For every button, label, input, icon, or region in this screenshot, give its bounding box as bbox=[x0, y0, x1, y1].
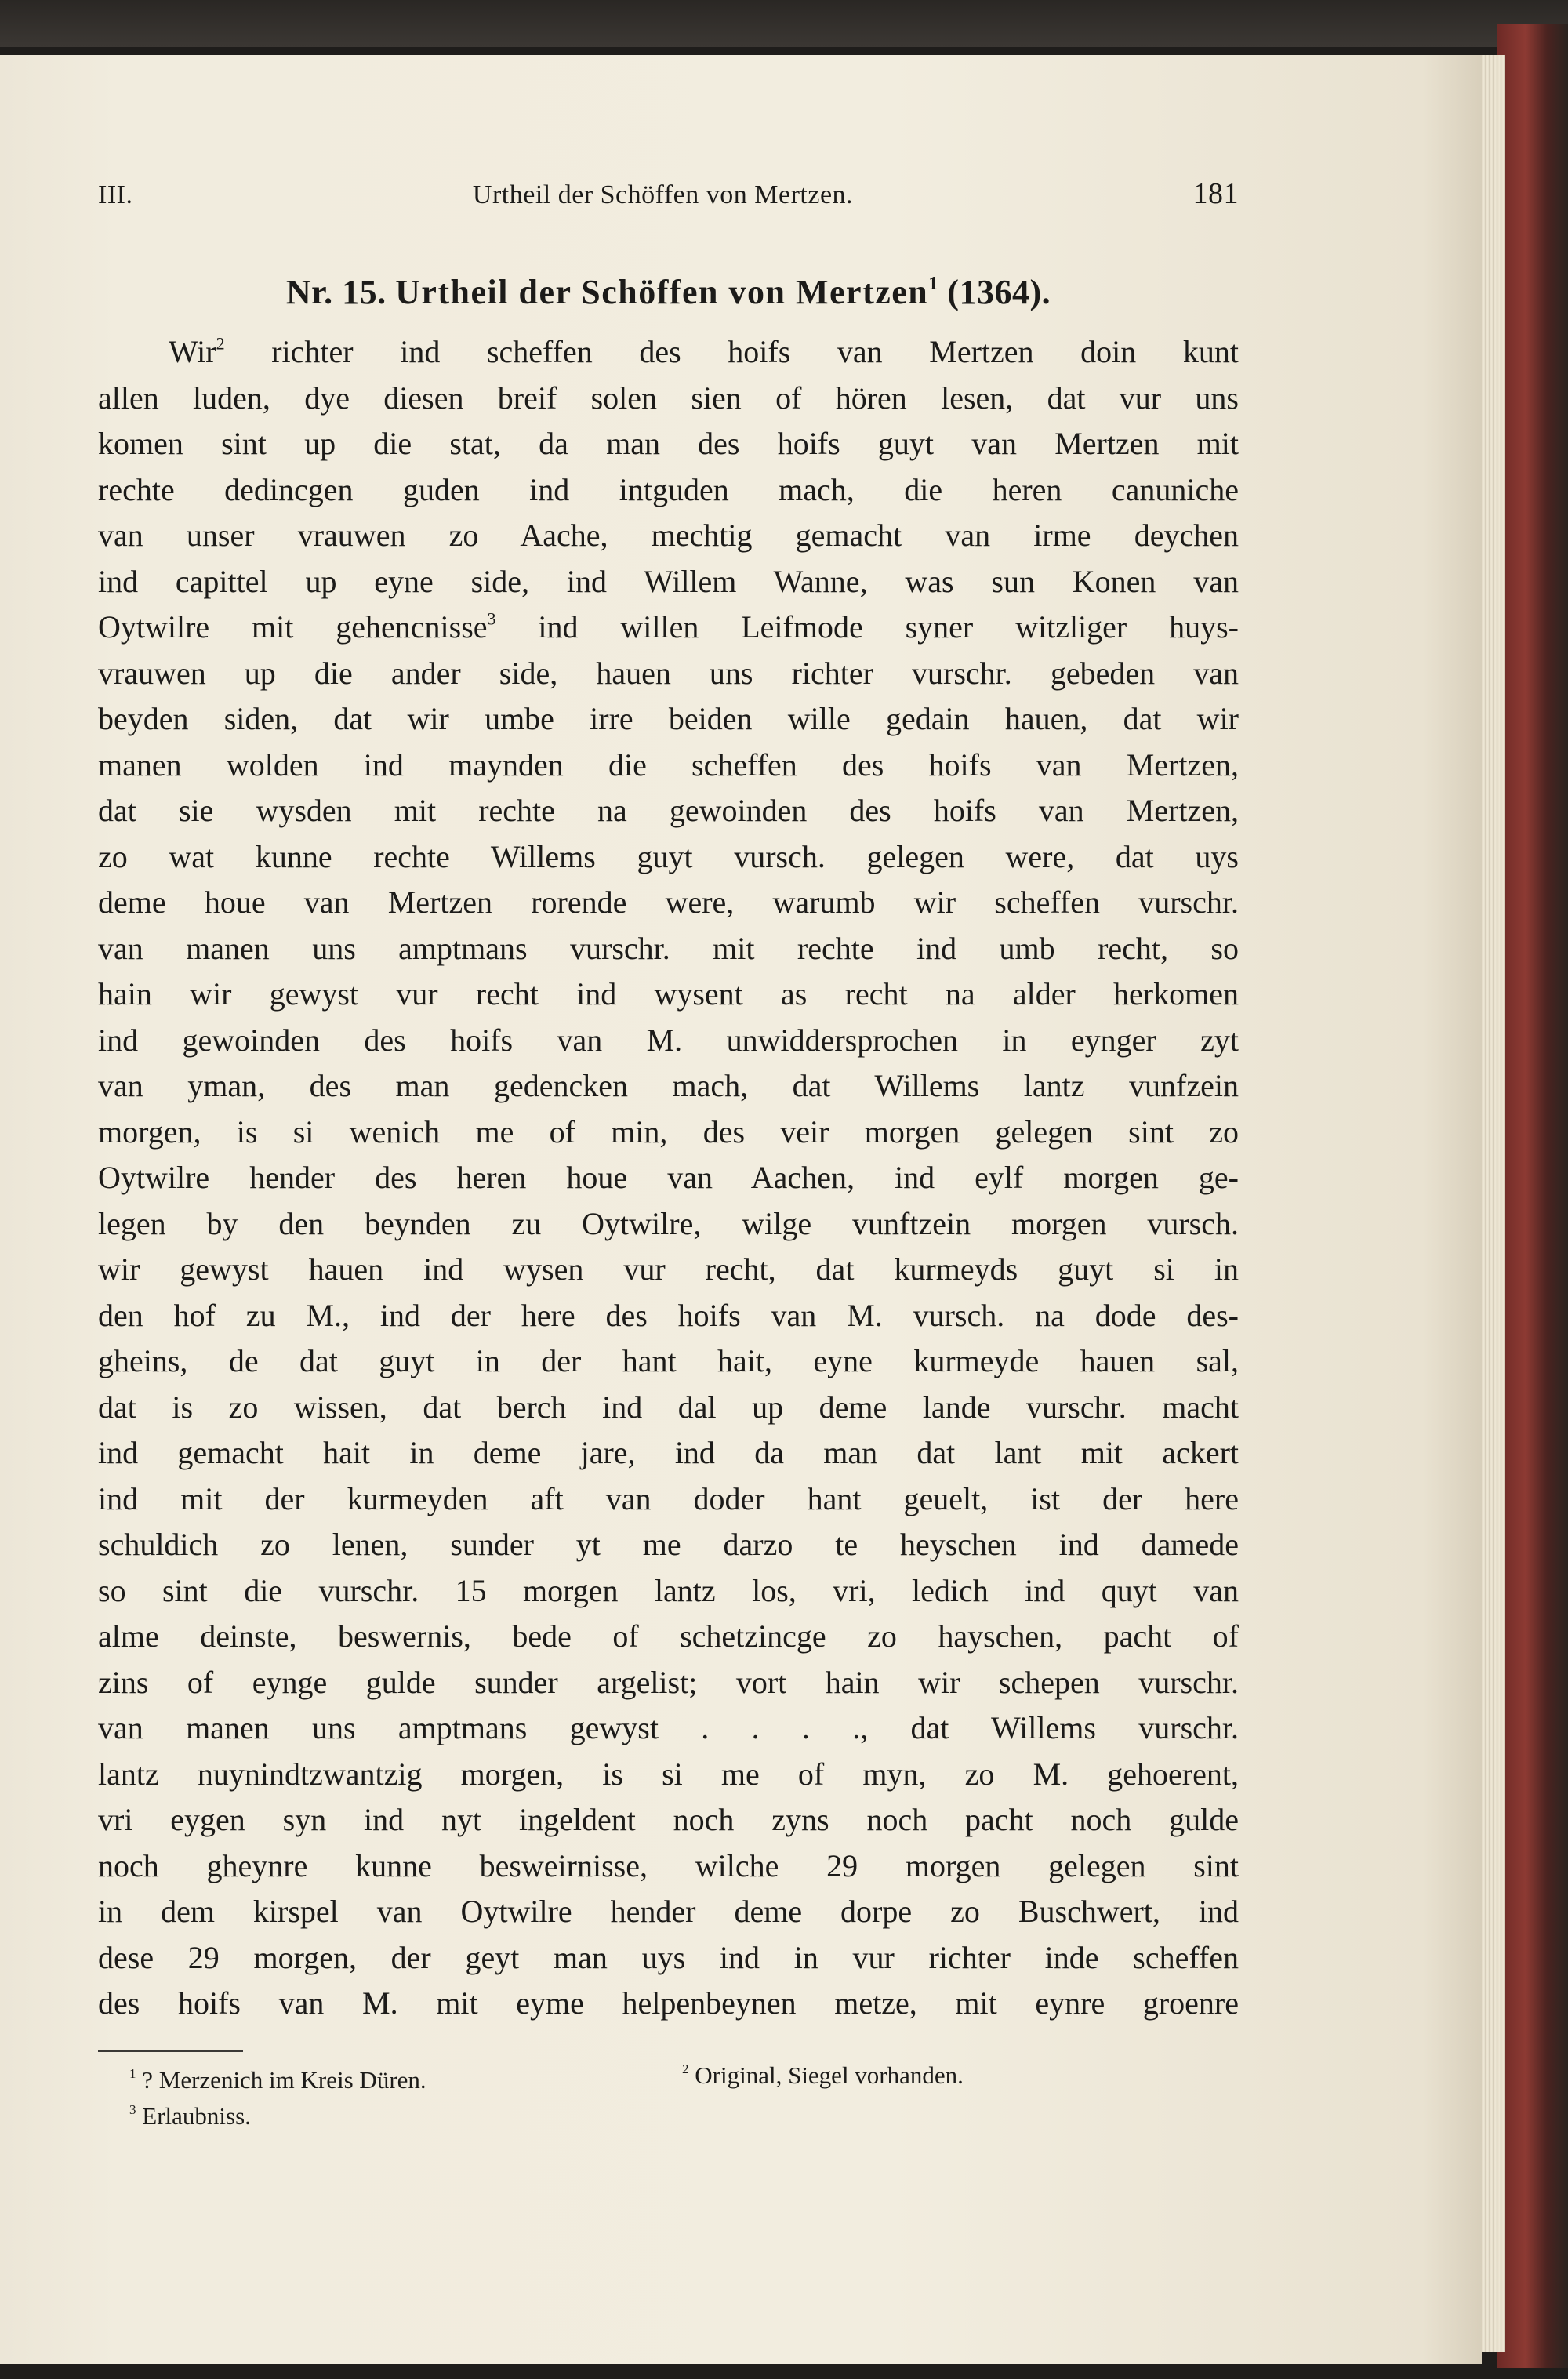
text-line bbox=[98, 1614, 1239, 1660]
line-text: van yman, des man gedencken mach, dat Willems lantz vunfzein bbox=[98, 1068, 1239, 1103]
line-text: schuldich zo lenen, sunder yt me darzo te heyschen ind damede bbox=[98, 1527, 1239, 1562]
footnote-2 bbox=[682, 2061, 964, 2090]
line-text: zo wat kunne rechte Willems guyt vursch. gelegen were, dat uys bbox=[98, 838, 1239, 874]
line-text: den hof zu M., ind der here des hoifs van M. vursch. na dode des- bbox=[98, 1297, 1239, 1333]
footnote-text: Erlaubniss. bbox=[142, 2101, 251, 2130]
text-line bbox=[98, 1247, 1239, 1293]
line-text: manen wolden ind maynden die scheffen des hoifs van Mertzen, bbox=[98, 746, 1239, 783]
book-cover bbox=[0, 0, 1568, 47]
footnote-mark: 2 bbox=[216, 333, 225, 354]
text-line bbox=[98, 1522, 1239, 1568]
line-text: Oytwilre mit gehencnisse bbox=[98, 609, 488, 645]
text-line bbox=[98, 467, 1239, 514]
text-line bbox=[98, 1752, 1239, 1798]
document-title bbox=[98, 272, 1239, 312]
section-number: III. bbox=[98, 180, 133, 209]
footnote-divider bbox=[98, 2050, 243, 2052]
line-text: dese 29 morgen, der geyt man uys ind in vur richter inde scheffen bbox=[98, 1939, 1239, 1975]
text-line bbox=[98, 1338, 1239, 1385]
text-line bbox=[98, 880, 1239, 926]
text-line bbox=[98, 559, 1239, 605]
text-line bbox=[98, 1430, 1239, 1476]
text-line bbox=[98, 1889, 1239, 1935]
text-line bbox=[98, 1935, 1239, 1981]
line-text: deme houe van Mertzen rorende were, warumb wir scheffen vurschr. bbox=[98, 884, 1239, 920]
footnote-text: ? Merzenich im Kreis Düren. bbox=[142, 2065, 426, 2094]
line-text: Oytwilre hender des heren houe van Aachen, ind eylf morgen ge- bbox=[98, 1160, 1239, 1195]
text-line bbox=[98, 1063, 1239, 1110]
line-text: ind willen Leifmode syner witzliger huys- bbox=[495, 609, 1239, 645]
footnote-mark: 1 bbox=[928, 272, 938, 294]
footnote-1 bbox=[129, 2066, 426, 2094]
line-text: beyden siden, dat wir umbe irre beiden wille gedain hauen, dat wir bbox=[98, 701, 1239, 736]
line-text: gheins, de dat guyt in der hant hait, eyne kurmeyde hauen sal, bbox=[98, 1343, 1239, 1378]
line-text: van manen uns amptmans vurschr. mit rechte ind umb recht, so bbox=[98, 930, 1239, 966]
document-number: Nr. 15. bbox=[285, 273, 387, 311]
page-content bbox=[98, 176, 1239, 2148]
text-line bbox=[98, 1843, 1239, 1890]
line-text: komen sint up die stat, da man des hoifs guyt van Mertzen mit bbox=[98, 426, 1239, 461]
line-text: ind capittel up eyne side, ind Willem Wanne, was sun Konen van bbox=[98, 563, 1239, 599]
text-line bbox=[98, 788, 1239, 834]
text-line bbox=[98, 1981, 1239, 2027]
line-text: van manen uns amptmans gewyst . . . ., dat Willems vurschr. bbox=[98, 1710, 1239, 1745]
line-text: hain wir gewyst vur recht ind wysent as recht na alder herkomen bbox=[98, 976, 1239, 1012]
document-year: (1364). bbox=[947, 273, 1051, 311]
text-line bbox=[98, 972, 1239, 1018]
text-line bbox=[98, 834, 1239, 881]
document-title-text: Urtheil der Schöffen von Mertzen bbox=[395, 273, 929, 311]
text-line bbox=[98, 1797, 1239, 1843]
line-text: rechte dedincgen guden ind intguden mach, die heren canuniche bbox=[98, 471, 1239, 507]
footnote-mark: 3 bbox=[487, 608, 496, 629]
line-text: van unser vrauwen zo Aache, mechtig gemacht van irme deychen bbox=[98, 518, 1239, 553]
page-number: 181 bbox=[1192, 177, 1239, 210]
line-text: morgen, is si wenich me of min, des veir morgen gelegen sint zo bbox=[98, 1113, 1239, 1150]
text-line bbox=[98, 1568, 1239, 1614]
text-line bbox=[98, 743, 1239, 789]
footnote-3 bbox=[129, 2102, 251, 2130]
text-line bbox=[98, 1476, 1239, 1523]
text-line bbox=[98, 513, 1239, 559]
text-line bbox=[98, 329, 1239, 376]
footnote-mark: 1 bbox=[129, 2065, 136, 2081]
text-line bbox=[98, 1155, 1239, 1201]
line-text: des hoifs van M. mit eyme helpenbeynen metze, mit eynre groenre bbox=[98, 1985, 1239, 2021]
line-text: alme deinste, beswernis, bede of schetzincge zo hayschen, pacht of bbox=[98, 1618, 1239, 1654]
text-line bbox=[98, 421, 1239, 467]
text-line bbox=[98, 605, 1239, 651]
text-line bbox=[98, 1018, 1239, 1064]
text-line bbox=[98, 1201, 1239, 1248]
body-text bbox=[98, 329, 1239, 2027]
text-line bbox=[98, 1110, 1239, 1156]
line-text: zins of eynge gulde sunder argelist; vort hain wir schepen vurschr. bbox=[98, 1664, 1239, 1700]
line-text: vri eygen syn ind nyt ingeldent noch zyns noch pacht noch gulde bbox=[98, 1802, 1239, 1837]
text-line bbox=[98, 376, 1239, 422]
running-head bbox=[98, 176, 1239, 211]
footnote-text: Original, Siegel vorhanden. bbox=[695, 2061, 964, 2089]
line-text: vrauwen up die ander side, hauen uns richter vurschr. gebeden van bbox=[98, 655, 1239, 691]
footnotes bbox=[98, 2061, 1239, 2148]
text-line bbox=[98, 1705, 1239, 1752]
text-line bbox=[98, 696, 1239, 743]
line-text: legen by den beynden zu Oytwilre, wilge vunftzein morgen vursch. bbox=[98, 1205, 1239, 1241]
line-text: noch gheynre kunne besweirnisse, wilche 29 morgen gelegen sint bbox=[98, 1847, 1239, 1883]
line-text: ind mit der kurmeyden aft van doder hant geuelt, ist der here bbox=[98, 1480, 1239, 1516]
line-text: allen luden, dye diesen breif solen sien of hören lesen, dat vur uns bbox=[98, 380, 1239, 416]
line-text: dat sie wysden mit rechte na gewoinden des hoifs van Mertzen, bbox=[98, 793, 1239, 828]
footnote-mark: 2 bbox=[682, 2061, 689, 2076]
text-line bbox=[98, 651, 1239, 697]
footnote-mark: 3 bbox=[129, 2101, 136, 2117]
line-text: ind gemacht hait in deme jare, ind da man dat lant mit ackert bbox=[98, 1435, 1239, 1470]
line-text: in dem kirspel van Oytwilre hender deme dorpe zo Buschwert, ind bbox=[98, 1894, 1239, 1929]
line-text: richter ind scheffen des hoifs van Mertzen doin kunt bbox=[224, 334, 1239, 369]
text-line bbox=[98, 1385, 1239, 1431]
text-line bbox=[98, 1293, 1239, 1339]
line-text: dat is zo wissen, dat berch ind dal up deme lande vurschr. macht bbox=[98, 1389, 1239, 1425]
book-spine-edge bbox=[1497, 24, 1568, 2368]
text-line bbox=[98, 1660, 1239, 1706]
text-line bbox=[98, 926, 1239, 972]
first-word: Wir bbox=[169, 334, 216, 369]
book-page bbox=[0, 55, 1482, 2364]
running-title: Urtheil der Schöffen von Mertzen. bbox=[472, 180, 854, 209]
line-text: ind gewoinden des hoifs van M. unwiddersprochen in eynger zyt bbox=[98, 1022, 1239, 1058]
line-text: lantz nuynindtzwantzig morgen, is si me of myn, zo M. gehoerent, bbox=[98, 1756, 1239, 1792]
line-text: so sint die vurschr. 15 morgen lantz los, vri, ledich ind quyt van bbox=[98, 1572, 1239, 1608]
line-text: wir gewyst hauen ind wysen vur recht, dat kurmeyds guyt si in bbox=[98, 1251, 1239, 1287]
